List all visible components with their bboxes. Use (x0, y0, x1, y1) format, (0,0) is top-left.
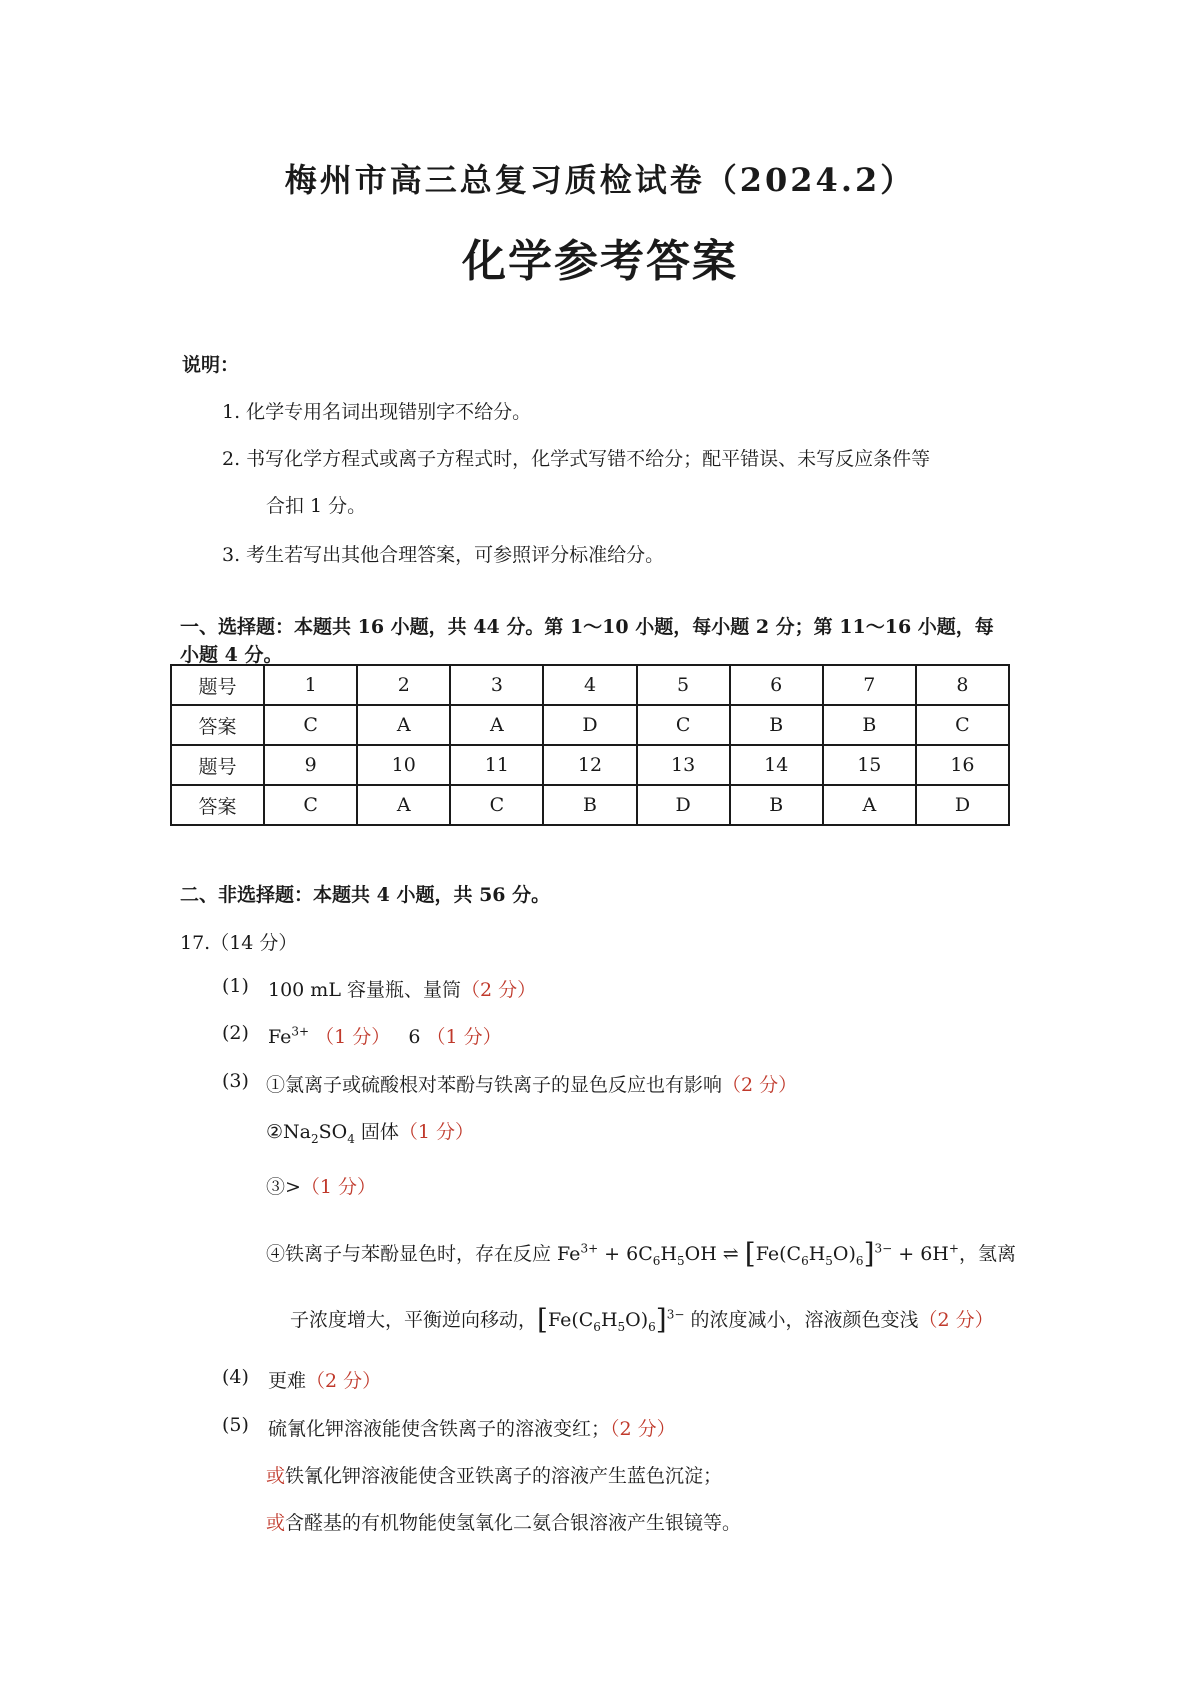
part-3-b-sub-4: 4 (347, 1131, 355, 1146)
table-cell: 15 (823, 745, 916, 785)
part-3-d1-fe-charge: 3+ (580, 1241, 599, 1256)
notes-label: 说明： (182, 354, 240, 376)
part-3-d2-left-bracket: [ (537, 1303, 548, 1336)
part-3-item-d-line-1 (266, 1237, 1016, 1270)
exam-title: 梅州市高三总复习质检试卷（2024.2） (284, 161, 916, 199)
table-cell: 3 (450, 665, 543, 705)
answer-key-title: 化学参考答案 (462, 236, 738, 287)
table-cell: 4 (543, 665, 636, 705)
part-5-score: （2 分） (610, 1418, 676, 1440)
table-cell: 14 (730, 745, 823, 785)
part-3-a-text: ①氯离子或硫酸根对苯酚与铁离子的显色反应也有影响 (266, 1074, 723, 1096)
table-cell: B (543, 785, 636, 825)
part-2-fe-charge: 3+ (291, 1024, 310, 1039)
table-row-header: 答案 (171, 705, 264, 745)
part-4-answer (268, 1366, 381, 1393)
table-cell: 8 (916, 665, 1009, 705)
part-3-d1-co: O) (832, 1243, 856, 1265)
part-3-d1-pre: ④铁离子与苯酚显色时，存在反应 Fe (266, 1243, 581, 1265)
part-3-b-score: （1 分） (398, 1121, 475, 1143)
table-cell: 6 (730, 665, 823, 705)
table-cell: A (823, 785, 916, 825)
table-row (171, 785, 1009, 825)
part-5-alt-1-text: 铁氰化钾溶液能使含亚铁离子的溶液产生蓝色沉淀； (285, 1465, 723, 1487)
part-3-b-post: 固体 (354, 1121, 399, 1143)
part-3-c-score: （1 分） (300, 1176, 377, 1198)
part-3-d1-tail: ，氢离 (958, 1243, 1016, 1265)
part-4-text: 更难 (268, 1370, 307, 1392)
table-cell: 11 (450, 745, 543, 785)
part-5-answer (268, 1414, 676, 1441)
part-3-number: (3) (222, 1070, 249, 1092)
part-3-d1-left-bracket: [ (744, 1237, 756, 1270)
table-cell: 1 (264, 665, 357, 705)
part-3-b-sub-2: 2 (311, 1131, 319, 1146)
part-3-item-c (266, 1172, 376, 1199)
table-cell: D (543, 705, 636, 745)
part-3-d1-csub-2: 5 (825, 1253, 833, 1268)
part-3-b-pre: ②Na (266, 1121, 311, 1143)
table-cell: 12 (543, 745, 636, 785)
part-3-d1-h-charge: + (948, 1241, 959, 1256)
part-3-d1-plus-h: + 6H (892, 1243, 949, 1265)
part-5-or-2: 或 (266, 1512, 286, 1534)
part-4-number: (4) (222, 1366, 249, 1388)
part-3-d2-csub-3: 6 (648, 1319, 656, 1334)
table-row-header: 题号 (171, 665, 264, 705)
part-5-alt-2-text: 含醛基的有机物能使氢氧化二氨合银溶液产生银镜等。 (285, 1512, 742, 1534)
part-3-d2-complex-charge: 3− (666, 1307, 685, 1322)
note-3: 3. 考生若写出其他合理答案，可参照评分标准给分。 (222, 544, 665, 566)
part-3-d1-right-bracket: ] (863, 1237, 875, 1270)
section-1-heading-line-1: 一、选择题：本题共 16 小题，共 44 分。第 1～10 小题，每小题 2 分；第 11～16 小题，每 (180, 616, 994, 638)
part-2-score-2: （1 分） (426, 1026, 502, 1048)
part-3-d1-complex-charge: 3− (874, 1241, 893, 1256)
table-cell: A (357, 705, 450, 745)
part-3-d1-rsub-2: 5 (676, 1253, 685, 1268)
table-cell: B (730, 785, 823, 825)
part-3-d2-csub-2: 5 (617, 1319, 626, 1334)
note-2-line-1: 2. 书写化学方程式或离子方程式时，化学式写错不给分；配平错误、未写反应条件等 (222, 448, 931, 470)
table-cell: A (450, 705, 543, 745)
part-3-d2-score: （2 分） (918, 1309, 994, 1331)
table-row (171, 665, 1009, 705)
part-2-fe: Fe (268, 1026, 292, 1048)
part-2-score-1: （1 分） (315, 1026, 391, 1048)
table-cell: B (730, 705, 823, 745)
part-3-d1-complex: Fe(C (755, 1243, 802, 1265)
part-3-c-text: ③> (266, 1176, 301, 1198)
table-cell: D (637, 785, 730, 825)
part-3-d2-co: O) (625, 1309, 649, 1331)
table-cell: A (357, 785, 450, 825)
part-5-text: 硫氰化钾溶液能使含铁离子的溶液变红； (268, 1418, 611, 1440)
table-cell: B (823, 705, 916, 745)
part-3-item-b (266, 1117, 474, 1146)
part-2-six: 6 (408, 1026, 421, 1048)
table-cell: C (916, 705, 1009, 745)
table-cell: 10 (357, 745, 450, 785)
part-5-number: (5) (222, 1414, 249, 1436)
table-cell: 7 (823, 665, 916, 705)
part-5-alt-2 (266, 1508, 741, 1535)
part-3-d2-ch: H (600, 1309, 618, 1331)
part-1-answer (268, 975, 536, 1002)
part-5-alt-1 (266, 1461, 722, 1488)
table-cell: C (450, 785, 543, 825)
table-row-header: 答案 (171, 785, 264, 825)
table-row (171, 705, 1009, 745)
table-row-header: 题号 (171, 745, 264, 785)
part-3-d1-rsub-1: 6 (652, 1253, 661, 1268)
table-cell: 9 (264, 745, 357, 785)
part-3-d2-complex: Fe(C (547, 1309, 594, 1331)
part-2-answer (268, 1022, 502, 1049)
part-3-d2-csub-1: 6 (593, 1319, 601, 1334)
part-3-item-a (266, 1070, 797, 1097)
part-5-or-1: 或 (266, 1465, 286, 1487)
part-3-d1-csub-3: 6 (855, 1253, 864, 1268)
note-2-line-2: 合扣 1 分。 (266, 495, 367, 517)
part-1-text: 100 mL 容量瓶、量筒 (268, 979, 461, 1001)
part-3-d1-h: H (660, 1243, 677, 1265)
table-cell: C (264, 785, 357, 825)
table-cell: 13 (637, 745, 730, 785)
part-2-number: (2) (222, 1022, 249, 1044)
part-3-d2-pre: 子浓度增大，平衡逆向移动， (290, 1309, 538, 1331)
part-3-d1-ch: H (808, 1243, 826, 1265)
table-cell: 5 (637, 665, 730, 705)
section-2-heading: 二、非选择题：本题共 4 小题，共 56 分。 (180, 884, 551, 906)
note-1: 1. 化学专用名词出现错别字不给分。 (222, 401, 532, 423)
part-3-d1-reactant: + 6C (598, 1243, 653, 1265)
table-row (171, 745, 1009, 785)
part-3-d2-right-bracket: ] (655, 1303, 667, 1336)
section-1-heading-line-2: 小题 4 分。 (180, 644, 283, 666)
part-3-a-score: （2 分） (722, 1074, 798, 1096)
table-cell: C (637, 705, 730, 745)
part-3-b-mid: SO (318, 1121, 348, 1143)
question-17-heading: 17.（14 分） (180, 932, 298, 954)
table-cell: 16 (916, 745, 1009, 785)
table-cell: 2 (357, 665, 450, 705)
part-1-score: （2 分） (460, 979, 537, 1001)
part-4-score: （2 分） (306, 1370, 382, 1392)
part-3-item-d-line-2 (290, 1303, 994, 1336)
part-3-d1-csub-1: 6 (801, 1253, 809, 1268)
part-3-d2-post: 的浓度减小，溶液颜色变浅 (684, 1309, 919, 1331)
part-3-d1-oh-arrow: OH ⇌ (684, 1243, 745, 1265)
part-1-number: (1) (222, 975, 249, 997)
table-cell: C (264, 705, 357, 745)
table-cell: D (916, 785, 1009, 825)
multiple-choice-answer-table (170, 664, 1010, 826)
